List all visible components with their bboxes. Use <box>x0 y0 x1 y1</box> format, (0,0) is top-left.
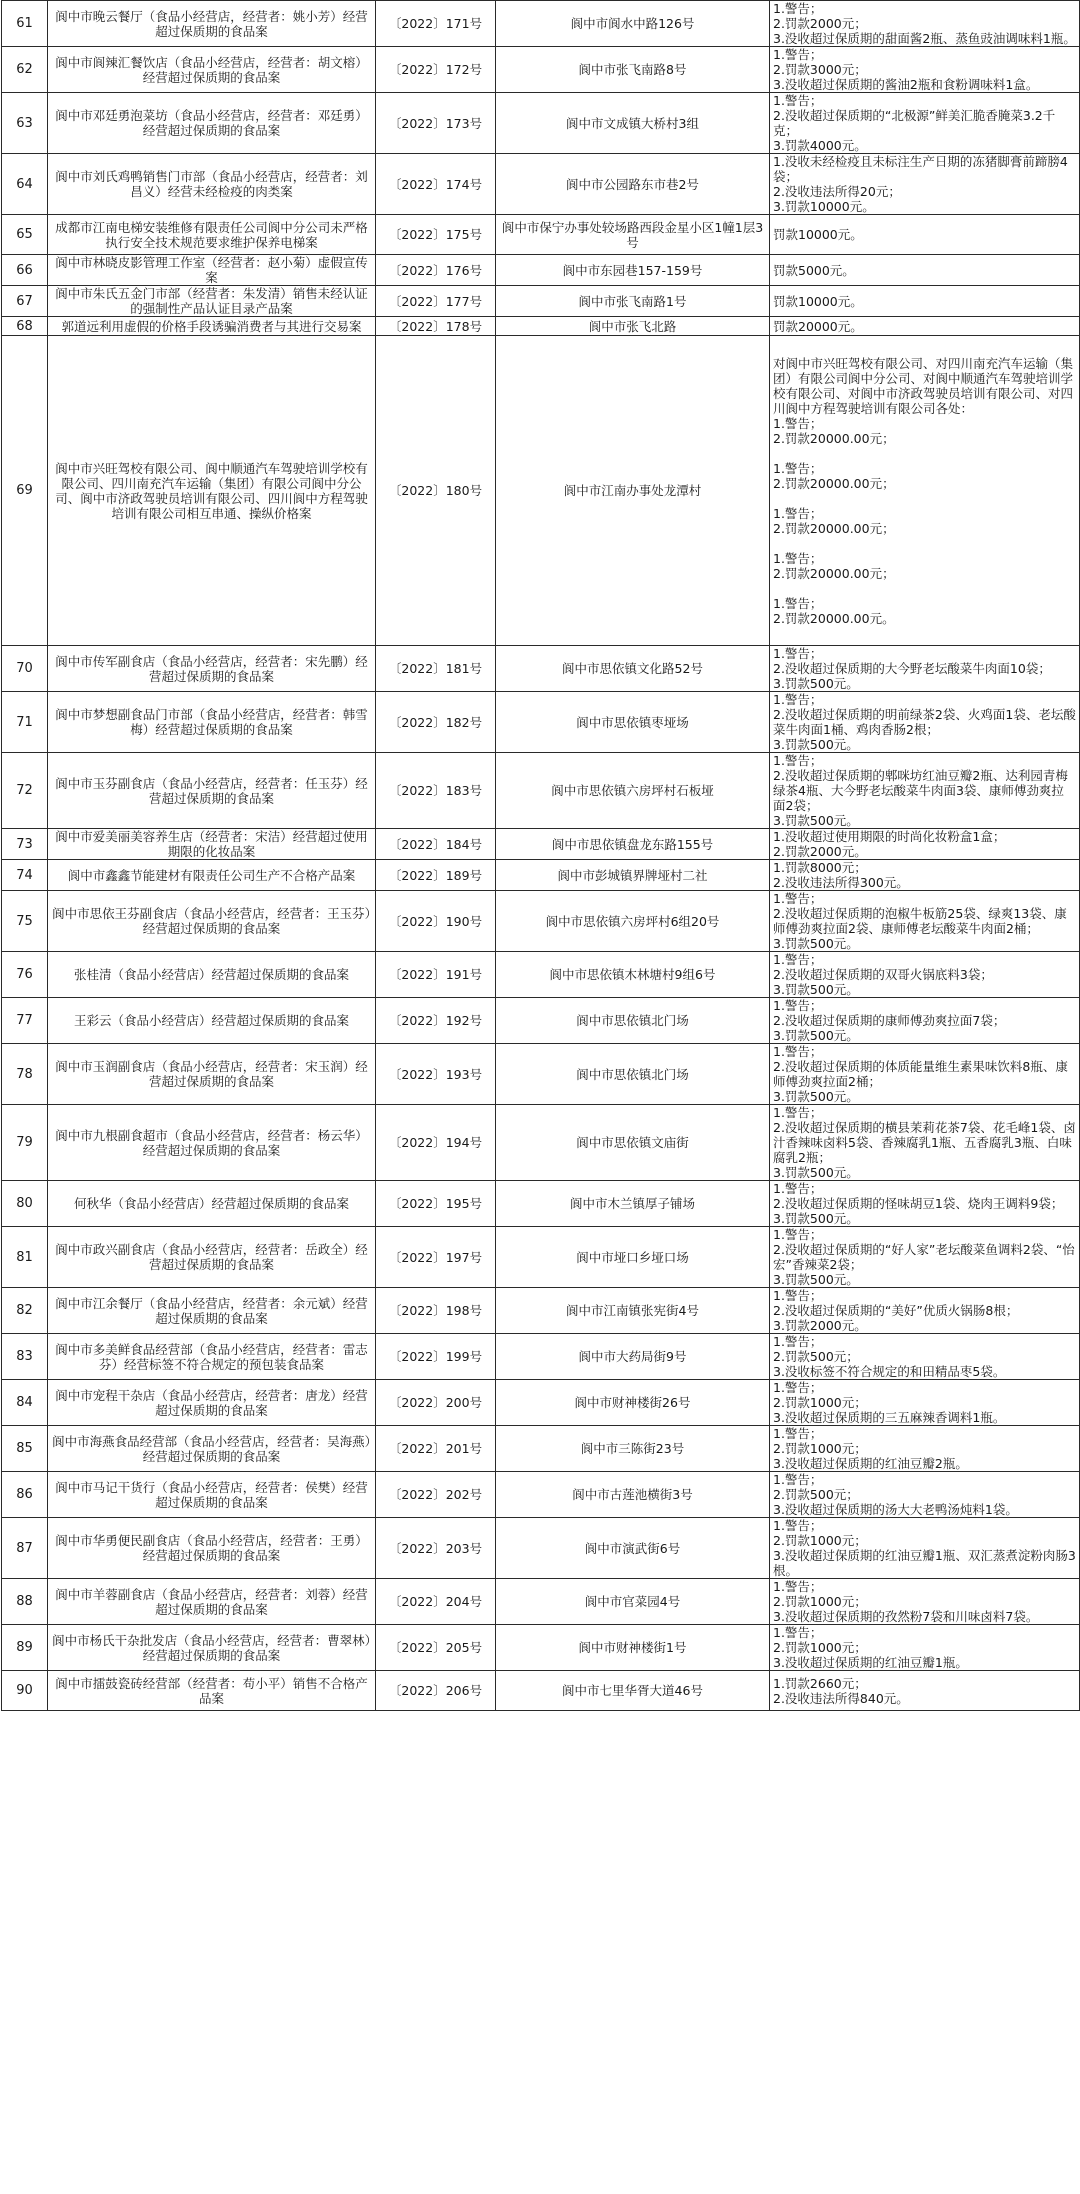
address: 阆中市思依镇六房坪村6组20号 <box>496 891 770 952</box>
penalty-line: 对阆中市兴旺驾校有限公司、对四川南充汽车运输（集团）有限公司阆中分公司、对阆中顺通汽车驾驶培训学校有限公司、对阆中市济政驾驶员培训有限公司、对四川阆中方程驾驶培训有限公司各处： <box>773 355 1074 416</box>
table-row <box>2 93 1080 154</box>
penalty-content <box>770 1334 1080 1380</box>
case-name: 王彩云（食品小经营店）经营超过保质期的食品案 <box>48 998 376 1044</box>
penalty-content <box>770 1426 1080 1472</box>
case-name: 阆中市玉芬副食店（食品小经营店，经营者：任玉芬）经营超过保质期的食品案 <box>48 753 376 829</box>
address: 阆中市官菜园4号 <box>496 1579 770 1625</box>
document-number: 〔2022〕200号 <box>376 1380 496 1426</box>
case-name: 阆中市传军副食店（食品小经营店，经营者：宋先鹏）经营超过保质期的食品案 <box>48 646 376 692</box>
document-number: 〔2022〕202号 <box>376 1472 496 1518</box>
penalty-table-body <box>2 1 1080 1711</box>
address: 阆中市思依镇文化路52号 <box>496 646 770 692</box>
row-number: 69 <box>2 336 48 646</box>
penalty-line: 1.警告； <box>773 646 823 661</box>
penalty-line: 2.罚款3000元； <box>773 62 867 77</box>
row-number: 65 <box>2 215 48 255</box>
case-name: 何秋华（食品小经营店）经营超过保质期的食品案 <box>48 1181 376 1227</box>
penalty-line <box>773 446 1076 461</box>
row-number: 72 <box>2 753 48 829</box>
row-number: 90 <box>2 1671 48 1711</box>
table-row <box>2 1426 1080 1472</box>
row-number: 83 <box>2 1334 48 1380</box>
penalty-line: 1.警告； <box>773 1472 823 1487</box>
penalty-line: 1.警告； <box>773 998 823 1013</box>
address: 阆中市三陈街23号 <box>496 1426 770 1472</box>
penalty-line: 1.警告； <box>773 47 823 62</box>
case-name: 阆中市玉润副食店（食品小经营店，经营者：宋玉润）经营超过保质期的食品案 <box>48 1044 376 1105</box>
table-row <box>2 286 1080 317</box>
penalty-content <box>770 1579 1080 1625</box>
penalty-line: 1.罚款2660元； <box>773 1675 867 1691</box>
table-row <box>2 1105 1080 1181</box>
penalty-line: 2.没收超过保质期的体质能量维生素果味饮料8瓶、康师傅劲爽拉面2桶； <box>773 1059 1068 1089</box>
penalty-content <box>770 1105 1080 1181</box>
penalty-line: 1.警告； <box>773 1 823 16</box>
penalty-line: 3.没收超过保质期的甜面酱2瓶、蒸鱼豉油调味料1瓶。 <box>773 31 1076 46</box>
table-row <box>2 47 1080 93</box>
table-row <box>2 1 1080 47</box>
case-name: 阆中市马记干货行（食品小经营店，经营者：侯樊）经营超过保质期的食品案 <box>48 1472 376 1518</box>
address: 阆中市七里华胥大道46号 <box>496 1671 770 1711</box>
document-number: 〔2022〕204号 <box>376 1579 496 1625</box>
document-number: 〔2022〕176号 <box>376 255 496 286</box>
penalty-line: 3.罚款500元。 <box>773 1028 859 1043</box>
address: 阆中市保宁办事处较场路西段金星小区1幢1层3号 <box>496 215 770 255</box>
penalty-line: 罚款20000元。 <box>773 318 863 334</box>
penalty-line: 2.罚款1000元； <box>773 1640 867 1655</box>
row-number: 68 <box>2 317 48 336</box>
penalty-line: 3.没收超过保质期的红油豆瓣1瓶、双汇蒸煮淀粉肉肠3根。 <box>773 1548 1076 1578</box>
document-number: 〔2022〕195号 <box>376 1181 496 1227</box>
table-row <box>2 154 1080 215</box>
table-row <box>2 829 1080 860</box>
penalty-line: 1.警告； <box>773 1288 823 1303</box>
penalty-content <box>770 1518 1080 1579</box>
penalty-line: 2.罚款1000元； <box>773 1441 867 1456</box>
address: 阆中市文成镇大桥村3组 <box>496 93 770 154</box>
address: 阆中市思依镇枣垭场 <box>496 692 770 753</box>
penalty-line: 2.没收超过保质期的“北极源”鲜美汇脆香腌菜3.2千克； <box>773 108 1056 138</box>
penalty-line: 2.罚款2000元。 <box>773 844 867 859</box>
case-name: 阆中市邓廷勇泡菜坊（食品小经营店，经营者：邓廷勇）经营超过保质期的食品案 <box>48 93 376 154</box>
penalty-line: 2.罚款500元； <box>773 1349 859 1364</box>
row-number: 85 <box>2 1426 48 1472</box>
penalty-line: 2.没收超过保质期的横县茉莉花茶7袋、花毛峰1袋、卤汁香辣味卤料5袋、香辣腐乳1瓶、五香腐乳3瓶、白味腐乳2瓶； <box>773 1120 1076 1165</box>
penalty-content <box>770 1044 1080 1105</box>
document-number: 〔2022〕189号 <box>376 860 496 891</box>
penalty-line: 1.警告； <box>773 1518 823 1533</box>
row-number: 78 <box>2 1044 48 1105</box>
penalty-line: 1.警告； <box>773 415 823 431</box>
penalty-line: 2.没收超过保质期的“好人家”老坛酸菜鱼调料2袋、“怡宏”香辣菜2袋； <box>773 1242 1075 1272</box>
document-number: 〔2022〕203号 <box>376 1518 496 1579</box>
penalty-line: 1.警告； <box>773 753 823 768</box>
document-number: 〔2022〕171号 <box>376 1 496 47</box>
penalty-line: 2.没收超过保质期的泡椒牛板筋25袋、绿爽13袋、康师傅劲爽拉面2袋、康师傅老坛酸菜牛肉面2桶； <box>773 906 1067 936</box>
penalty-line: 2.没收超过保质期的“美好”优质火锅肠8根； <box>773 1303 1019 1318</box>
penalty-content <box>770 1625 1080 1671</box>
address: 阆中市思依镇六房坪村石板垭 <box>496 753 770 829</box>
row-number: 66 <box>2 255 48 286</box>
penalty-line: 2.没收超过保质期的郫咪坊红油豆瓣2瓶、达利园青梅绿茶4瓶、大今野老坛酸菜牛肉面3袋、康师傅劲爽拉面2袋； <box>773 768 1068 813</box>
penalty-content <box>770 860 1080 891</box>
penalty-content <box>770 286 1080 317</box>
case-name: 阆中市鑫鑫节能建材有限责任公司生产不合格产品案 <box>48 860 376 891</box>
row-number: 62 <box>2 47 48 93</box>
penalty-line: 3.罚款10000元。 <box>773 199 875 214</box>
penalty-table <box>1 0 1080 1711</box>
table-row <box>2 1334 1080 1380</box>
penalty-line: 3.罚款500元。 <box>773 1089 859 1104</box>
table-row <box>2 1288 1080 1334</box>
table-row <box>2 692 1080 753</box>
table-row <box>2 1579 1080 1625</box>
penalty-line: 3.罚款500元。 <box>773 1165 859 1180</box>
case-name: 阆中市兴旺驾校有限公司、阆中顺通汽车驾驶培训学校有限公司、四川南充汽车运输（集团）有限公司阆中分公司、阆中市济政驾驶员培训有限公司、四川阆中方程驾驶培训有限公司相互串通、操纵价格案 <box>48 336 376 646</box>
case-name: 阆中市刘氏鸡鸭销售门市部（食品小经营店，经营者：刘昌义）经营未经检疫的肉类案 <box>48 154 376 215</box>
penalty-content <box>770 1288 1080 1334</box>
address: 阆中市思依镇北门场 <box>496 1044 770 1105</box>
document-number: 〔2022〕193号 <box>376 1044 496 1105</box>
document-number: 〔2022〕191号 <box>376 952 496 998</box>
penalty-line: 2.罚款1000元； <box>773 1594 867 1609</box>
table-row <box>2 1472 1080 1518</box>
table-row <box>2 891 1080 952</box>
document-number: 〔2022〕199号 <box>376 1334 496 1380</box>
penalty-content <box>770 1472 1080 1518</box>
row-number: 82 <box>2 1288 48 1334</box>
penalty-line: 2.罚款1000元； <box>773 1395 867 1410</box>
row-number: 86 <box>2 1472 48 1518</box>
penalty-line: 2.罚款2000元； <box>773 16 867 31</box>
penalty-line: 3.罚款500元。 <box>773 936 859 951</box>
address: 阆中市阆水中路126号 <box>496 1 770 47</box>
table-row <box>2 1671 1080 1711</box>
row-number: 84 <box>2 1380 48 1426</box>
penalty-line: 1.警告； <box>773 1625 823 1640</box>
penalty-line: 3.没收超过保质期的红油豆瓣1瓶。 <box>773 1655 968 1670</box>
penalty-content <box>770 1227 1080 1288</box>
row-number: 75 <box>2 891 48 952</box>
penalty-line: 3.罚款500元。 <box>773 813 859 828</box>
penalty-line: 3.没收超过保质期的孜然粉7袋和川味卤料7袋。 <box>773 1609 1039 1624</box>
document-number: 〔2022〕180号 <box>376 336 496 646</box>
case-name: 阆中市九根副食超市（食品小经营店，经营者：杨云华）经营超过保质期的食品案 <box>48 1105 376 1181</box>
penalty-content <box>770 692 1080 753</box>
document-number: 〔2022〕172号 <box>376 47 496 93</box>
penalty-content <box>770 154 1080 215</box>
case-name: 阆中市擂鼓瓷砖经营部（经营者：苟小平）销售不合格产品案 <box>48 1671 376 1711</box>
row-number: 79 <box>2 1105 48 1181</box>
penalty-line: 2.没收违法所得20元； <box>773 184 901 199</box>
penalty-line: 2.没收超过保质期的大今野老坛酸菜牛肉面10袋； <box>773 661 1051 676</box>
penalty-line: 1.警告； <box>773 505 823 521</box>
row-number: 74 <box>2 860 48 891</box>
document-number: 〔2022〕173号 <box>376 93 496 154</box>
penalty-line: 3.没收超过保质期的红油豆瓣2瓶。 <box>773 1456 968 1471</box>
table-row <box>2 1380 1080 1426</box>
penalty-line: 罚款10000元。 <box>773 293 863 309</box>
penalty-content <box>770 1 1080 47</box>
case-name: 阆中市晚云餐厅（食品小经营店，经营者：姚小芳）经营超过保质期的食品案 <box>48 1 376 47</box>
document-number: 〔2022〕183号 <box>376 753 496 829</box>
address: 阆中市思依镇北门场 <box>496 998 770 1044</box>
document-number: 〔2022〕177号 <box>376 286 496 317</box>
penalty-line: 2.没收超过保质期的明前绿茶2袋、火鸡面1袋、老坛酸菜牛肉面1桶、鸡肉香肠2根； <box>773 707 1076 737</box>
penalty-content <box>770 317 1080 336</box>
table-row <box>2 998 1080 1044</box>
document-number: 〔2022〕190号 <box>376 891 496 952</box>
penalty-line: 1.警告； <box>773 93 823 108</box>
case-name: 成都市江南电梯安装维修有限责任公司阆中分公司未严格执行安全技术规范要求维护保养电梯案 <box>48 215 376 255</box>
row-number: 76 <box>2 952 48 998</box>
penalty-line: 1.没收超过使用期限的时尚化妆粉盒1盒； <box>773 829 1006 844</box>
penalty-line: 1.警告； <box>773 952 823 967</box>
case-name: 阆中市海燕食品经营部（食品小经营店，经营者：吴海燕）经营超过保质期的食品案 <box>48 1426 376 1472</box>
penalty-line <box>773 491 1076 506</box>
penalty-line: 2.没收超过保质期的康师傅劲爽拉面7袋； <box>773 1013 1006 1028</box>
penalty-line: 1.警告； <box>773 1579 823 1594</box>
penalty-line: 2.没收违法所得300元。 <box>773 875 909 890</box>
document-number: 〔2022〕178号 <box>376 317 496 336</box>
penalty-line: 1.警告； <box>773 550 823 566</box>
case-name: 郭道远利用虚假的价格手段诱骗消费者与其进行交易案 <box>48 317 376 336</box>
penalty-content <box>770 1380 1080 1426</box>
table-row <box>2 336 1080 646</box>
penalty-line: 1.警告； <box>773 1227 823 1242</box>
address: 阆中市江南办事处龙潭村 <box>496 336 770 646</box>
address: 阆中市思依镇文庙街 <box>496 1105 770 1181</box>
address: 阆中市垭口乡垭口场 <box>496 1227 770 1288</box>
penalty-line: 2.没收超过保质期的双哥火锅底料3袋； <box>773 967 993 982</box>
case-name: 阆中市杨氏干杂批发店（食品小经营店，经营者：曹翠林）经营超过保质期的食品案 <box>48 1625 376 1671</box>
penalty-line: 1.警告； <box>773 1044 823 1059</box>
address: 阆中市张飞北路 <box>496 317 770 336</box>
penalty-line: 3.罚款500元。 <box>773 676 859 691</box>
table-row <box>2 952 1080 998</box>
table-row <box>2 1044 1080 1105</box>
table-row <box>2 317 1080 336</box>
address: 阆中市财神楼街1号 <box>496 1625 770 1671</box>
penalty-line: 2.罚款20000.00元； <box>773 520 895 536</box>
document-number: 〔2022〕198号 <box>376 1288 496 1334</box>
address: 阆中市东园巷157-159号 <box>496 255 770 286</box>
document-number: 〔2022〕175号 <box>376 215 496 255</box>
penalty-line: 3.罚款2000元。 <box>773 1318 867 1333</box>
penalty-content <box>770 1671 1080 1711</box>
document-number: 〔2022〕205号 <box>376 1625 496 1671</box>
address: 阆中市江南镇张宪街4号 <box>496 1288 770 1334</box>
case-name: 阆中市林晓皮影管理工作室（经营者：赵小菊）虚假宣传案 <box>48 255 376 286</box>
table-row <box>2 1227 1080 1288</box>
penalty-line: 3.罚款500元。 <box>773 1211 859 1226</box>
penalty-line: 3.没收超过保质期的汤大大老鸭汤炖料1袋。 <box>773 1502 1018 1517</box>
penalty-content <box>770 753 1080 829</box>
penalty-line: 1.罚款8000元； <box>773 860 867 875</box>
penalty-line: 1.警告； <box>773 891 823 906</box>
row-number: 67 <box>2 286 48 317</box>
case-name: 阆中市梦想副食品门市部（食品小经营店，经营者：韩雪梅）经营超过保质期的食品案 <box>48 692 376 753</box>
penalty-content <box>770 646 1080 692</box>
address: 阆中市张飞南路8号 <box>496 47 770 93</box>
row-number: 63 <box>2 93 48 154</box>
document-number: 〔2022〕184号 <box>376 829 496 860</box>
table-row <box>2 1518 1080 1579</box>
case-name: 阆中市江余餐厅（食品小经营店，经营者：余元斌）经营超过保质期的食品案 <box>48 1288 376 1334</box>
penalty-line <box>773 536 1076 551</box>
penalty-line: 3.罚款500元。 <box>773 1272 859 1287</box>
penalty-line: 2.罚款20000.00元； <box>773 565 895 581</box>
penalty-line <box>773 581 1076 596</box>
document-number: 〔2022〕197号 <box>376 1227 496 1288</box>
penalty-line: 2.罚款20000.00元。 <box>773 610 895 626</box>
table-row <box>2 255 1080 286</box>
penalty-line: 罚款5000元。 <box>773 262 855 278</box>
row-number: 61 <box>2 1 48 47</box>
address: 阆中市财神楼街26号 <box>496 1380 770 1426</box>
table-row <box>2 860 1080 891</box>
penalty-line: 2.罚款500元； <box>773 1487 859 1502</box>
document-number: 〔2022〕206号 <box>376 1671 496 1711</box>
case-name: 阆中市宠程干杂店（食品小经营店，经营者：唐龙）经营超过保质期的食品案 <box>48 1380 376 1426</box>
penalty-line: 1.警告； <box>773 460 823 476</box>
penalty-content <box>770 215 1080 255</box>
penalty-content <box>770 47 1080 93</box>
penalty-line: 3.没收标签不符合规定的和田精品枣5袋。 <box>773 1364 1006 1379</box>
address: 阆中市彭城镇界牌垭村二社 <box>496 860 770 891</box>
penalty-content <box>770 952 1080 998</box>
penalty-content <box>770 829 1080 860</box>
address: 阆中市张飞南路1号 <box>496 286 770 317</box>
penalty-line: 3.没收超过保质期的三五麻辣香调料1瓶。 <box>773 1410 1006 1425</box>
penalty-line: 3.没收超过保质期的酱油2瓶和食粉调味料1盒。 <box>773 77 1039 92</box>
penalty-content <box>770 1181 1080 1227</box>
document-number: 〔2022〕201号 <box>376 1426 496 1472</box>
penalty-content <box>770 255 1080 286</box>
penalty-content <box>770 336 1080 646</box>
case-name: 阆中市羊蓉副食店（食品小经营店，经营者：刘蓉）经营超过保质期的食品案 <box>48 1579 376 1625</box>
penalty-line: 1.警告； <box>773 1334 823 1349</box>
case-name: 张桂清（食品小经营店）经营超过保质期的食品案 <box>48 952 376 998</box>
address: 阆中市大药局街9号 <box>496 1334 770 1380</box>
penalty-content <box>770 891 1080 952</box>
case-name: 阆中市思依王芬副食店（食品小经营店，经营者：王玉芬）经营超过保质期的食品案 <box>48 891 376 952</box>
row-number: 77 <box>2 998 48 1044</box>
case-name: 阆中市多美鲜食品经营部（食品小经营店，经营者：雷志芬）经营标签不符合规定的预包装食品案 <box>48 1334 376 1380</box>
row-number: 89 <box>2 1625 48 1671</box>
case-name: 阆中市朱氏五金门市部（经营者：朱发清）销售未经认证的强制性产品认证目录产品案 <box>48 286 376 317</box>
case-name: 阆中市华勇便民副食店（食品小经营店，经营者：王勇）经营超过保质期的食品案 <box>48 1518 376 1579</box>
penalty-line: 2.没收违法所得840元。 <box>773 1690 909 1706</box>
penalty-line: 3.罚款500元。 <box>773 982 859 997</box>
case-name: 阆中市政兴副食店（食品小经营店，经营者：岳政全）经营超过保质期的食品案 <box>48 1227 376 1288</box>
address: 阆中市古莲池横街3号 <box>496 1472 770 1518</box>
row-number: 87 <box>2 1518 48 1579</box>
row-number: 64 <box>2 154 48 215</box>
penalty-line: 2.罚款1000元； <box>773 1533 867 1548</box>
penalty-line: 3.罚款500元。 <box>773 737 859 752</box>
row-number: 73 <box>2 829 48 860</box>
penalty-line: 1.警告； <box>773 1426 823 1441</box>
penalty-line: 3.罚款4000元。 <box>773 138 867 153</box>
document-number: 〔2022〕182号 <box>376 692 496 753</box>
case-name: 阆中市爱美丽美容养生店（经营者：宋洁）经营超过使用期限的化妆品案 <box>48 829 376 860</box>
table-row <box>2 1625 1080 1671</box>
address: 阆中市公园路东市巷2号 <box>496 154 770 215</box>
row-number: 80 <box>2 1181 48 1227</box>
address: 阆中市思依镇盘龙东路155号 <box>496 829 770 860</box>
table-row <box>2 753 1080 829</box>
table-row <box>2 1181 1080 1227</box>
penalty-line: 1.没收未经检疫且未标注生产日期的冻猪脚膏前蹄膀4袋； <box>773 154 1068 184</box>
row-number: 71 <box>2 692 48 753</box>
penalty-line: 1.警告； <box>773 1181 823 1196</box>
address: 阆中市木兰镇厚子铺场 <box>496 1181 770 1227</box>
penalty-line: 1.警告； <box>773 1380 823 1395</box>
penalty-line: 2.没收超过保质期的怪味胡豆1袋、烧肉王调料9袋； <box>773 1196 1064 1211</box>
penalty-content <box>770 998 1080 1044</box>
row-number: 70 <box>2 646 48 692</box>
address: 阆中市演武街6号 <box>496 1518 770 1579</box>
penalty-line: 2.罚款20000.00元； <box>773 430 895 446</box>
case-name: 阆中市阆辣汇餐饮店（食品小经营店，经营者：胡文榕）经营超过保质期的食品案 <box>48 47 376 93</box>
penalty-line: 1.警告； <box>773 595 823 611</box>
penalty-line: 1.警告； <box>773 1105 823 1120</box>
penalty-line: 2.罚款20000.00元； <box>773 475 895 491</box>
document-number: 〔2022〕192号 <box>376 998 496 1044</box>
row-number: 88 <box>2 1579 48 1625</box>
address: 阆中市思依镇木林塘村9组6号 <box>496 952 770 998</box>
row-number: 81 <box>2 1227 48 1288</box>
penalty-line: 1.警告； <box>773 692 823 707</box>
table-row <box>2 215 1080 255</box>
document-number: 〔2022〕181号 <box>376 646 496 692</box>
penalty-line: 罚款10000元。 <box>773 227 863 242</box>
document-number: 〔2022〕194号 <box>376 1105 496 1181</box>
penalty-content <box>770 93 1080 154</box>
table-row <box>2 646 1080 692</box>
document-number: 〔2022〕174号 <box>376 154 496 215</box>
